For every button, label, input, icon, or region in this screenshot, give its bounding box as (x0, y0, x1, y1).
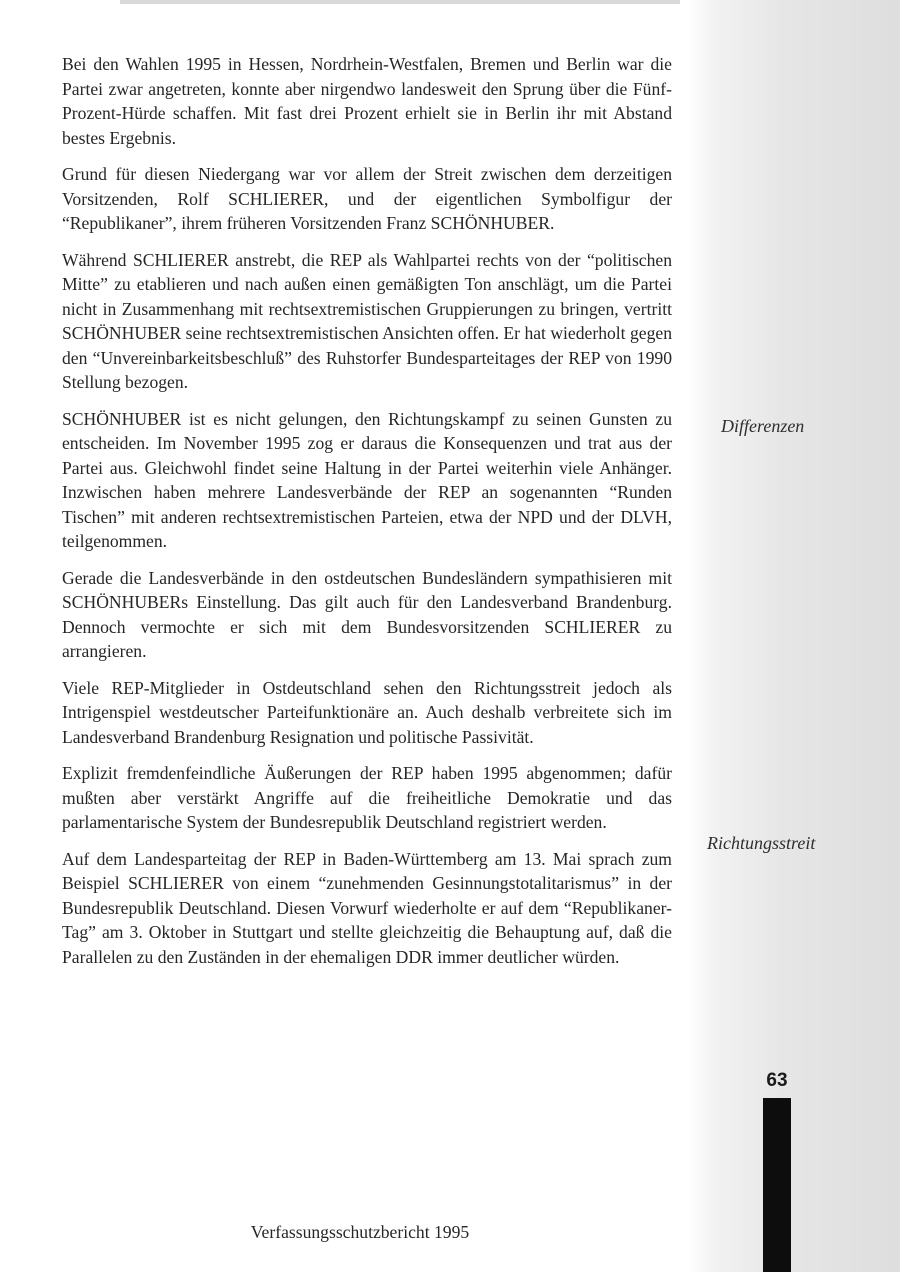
paragraph-5: Gerade die Landesverbände in den ostdeutschen Bundesländern sympathisieren mit SCHÖNHUBERs Einstellung. Das gilt auch für den Landesverband Brandenburg. Dennoch vermochte er sich mit dem Bundesvorsitzenden SCHLIERER zu arrangieren. (62, 567, 672, 661)
page-footer: Verfassungsschutzbericht 1995 (250, 1222, 470, 1242)
paragraph-7: Explizit fremdenfeindliche Äußerungen der REP haben 1995 abgenommen; dafür mußten aber verstärkt Angriffe auf die freiheitliche Demokratie und das parlamentarische System der Bundesrepublik Deutschland registriert werden. (62, 763, 672, 832)
margin-note-richtungsstreit: Richtungsstreit (707, 833, 816, 853)
paragraph-1: Bei den Wahlen 1995 in Hessen, Nordrhein-Westfalen, Bremen und Berlin war die Partei zwar angetreten, konnte aber nirgendwo landesweit den Sprung über die Fünf-Prozent-Hürde schaffen. Mit fast drei Prozent erhielt sie in Berlin ihr mit Abstand bestes Ergebnis. (62, 54, 672, 148)
page-number: 63 (766, 1070, 788, 1091)
margin-note-differenzen: Differenzen (721, 416, 805, 436)
top-edge-rule (120, 0, 680, 4)
thumb-index-bar (763, 1098, 791, 1272)
body-text (62, 52, 672, 981)
margin-column (688, 0, 900, 1272)
paragraph-4: SCHÖNHUBER ist es nicht gelungen, den Richtungskampf zu seinen Gunsten zu entscheiden. Im November 1995 zog er daraus die Konsequenzen und trat aus der Partei aus. Gleichwohl findet seine Haltung in der Partei weiterhin viele Anhänger. Inzwischen haben mehrere Landesverbände der REP an sogenannten “Runden Tischen” mit anderen rechtsextremistischen Parteien, etwa der NPD und der DLVH, teilgenommen. (62, 408, 672, 551)
paragraph-2: Grund für diesen Niedergang war vor allem der Streit zwischen dem derzeitigen Vorsitzenden, Rolf SCHLIERER, und der eigentlichen Symbolfigur der “Republikaner”, ihrem früheren Vorsitzenden Franz SCHÖNHUBER. (62, 164, 672, 233)
paragraph-3: Während SCHLIERER anstrebt, die REP als Wahlpartei rechts von der “politischen Mitte” zu etablieren und nach außen einen gemäßigten Ton anschlägt, um die Partei nicht in Zusammenhang mit rechtsextremistischen Gruppierungen zu bringen, vertritt SCHÖNHUBER seine rechtsextremistischen Ansichten offen. Er hat wiederholt gegen den “Unvereinbarkeitsbeschluß” des Ruhstorfer Bundesparteitages der REP von 1990 Stellung bezogen. (62, 249, 672, 392)
paragraph-6: Viele REP-Mitglieder in Ostdeutschland sehen den Richtungsstreit jedoch als Intrigenspiel westdeutscher Parteifunktionäre an. Auch deshalb verbreitete sich im Landesverband Brandenburg Resignation und politische Passivität. (62, 677, 672, 747)
paragraph-8: Auf dem Landesparteitag der REP in Baden-Württemberg am 13. Mai sprach zum Beispiel SCHLIERER von einem “zunehmenden Gesinnungstotalitarismus” in der Bundesrepublik Deutschland. Diesen Vorwurf wiederholte er auf dem “Republikaner-Tag” am 3. Oktober in Stuttgart und stellte gleichzeitig die Behauptung auf, daß die Parallelen zu den Zuständen in der ehemaligen DDR immer deutlicher würden. (62, 848, 672, 967)
